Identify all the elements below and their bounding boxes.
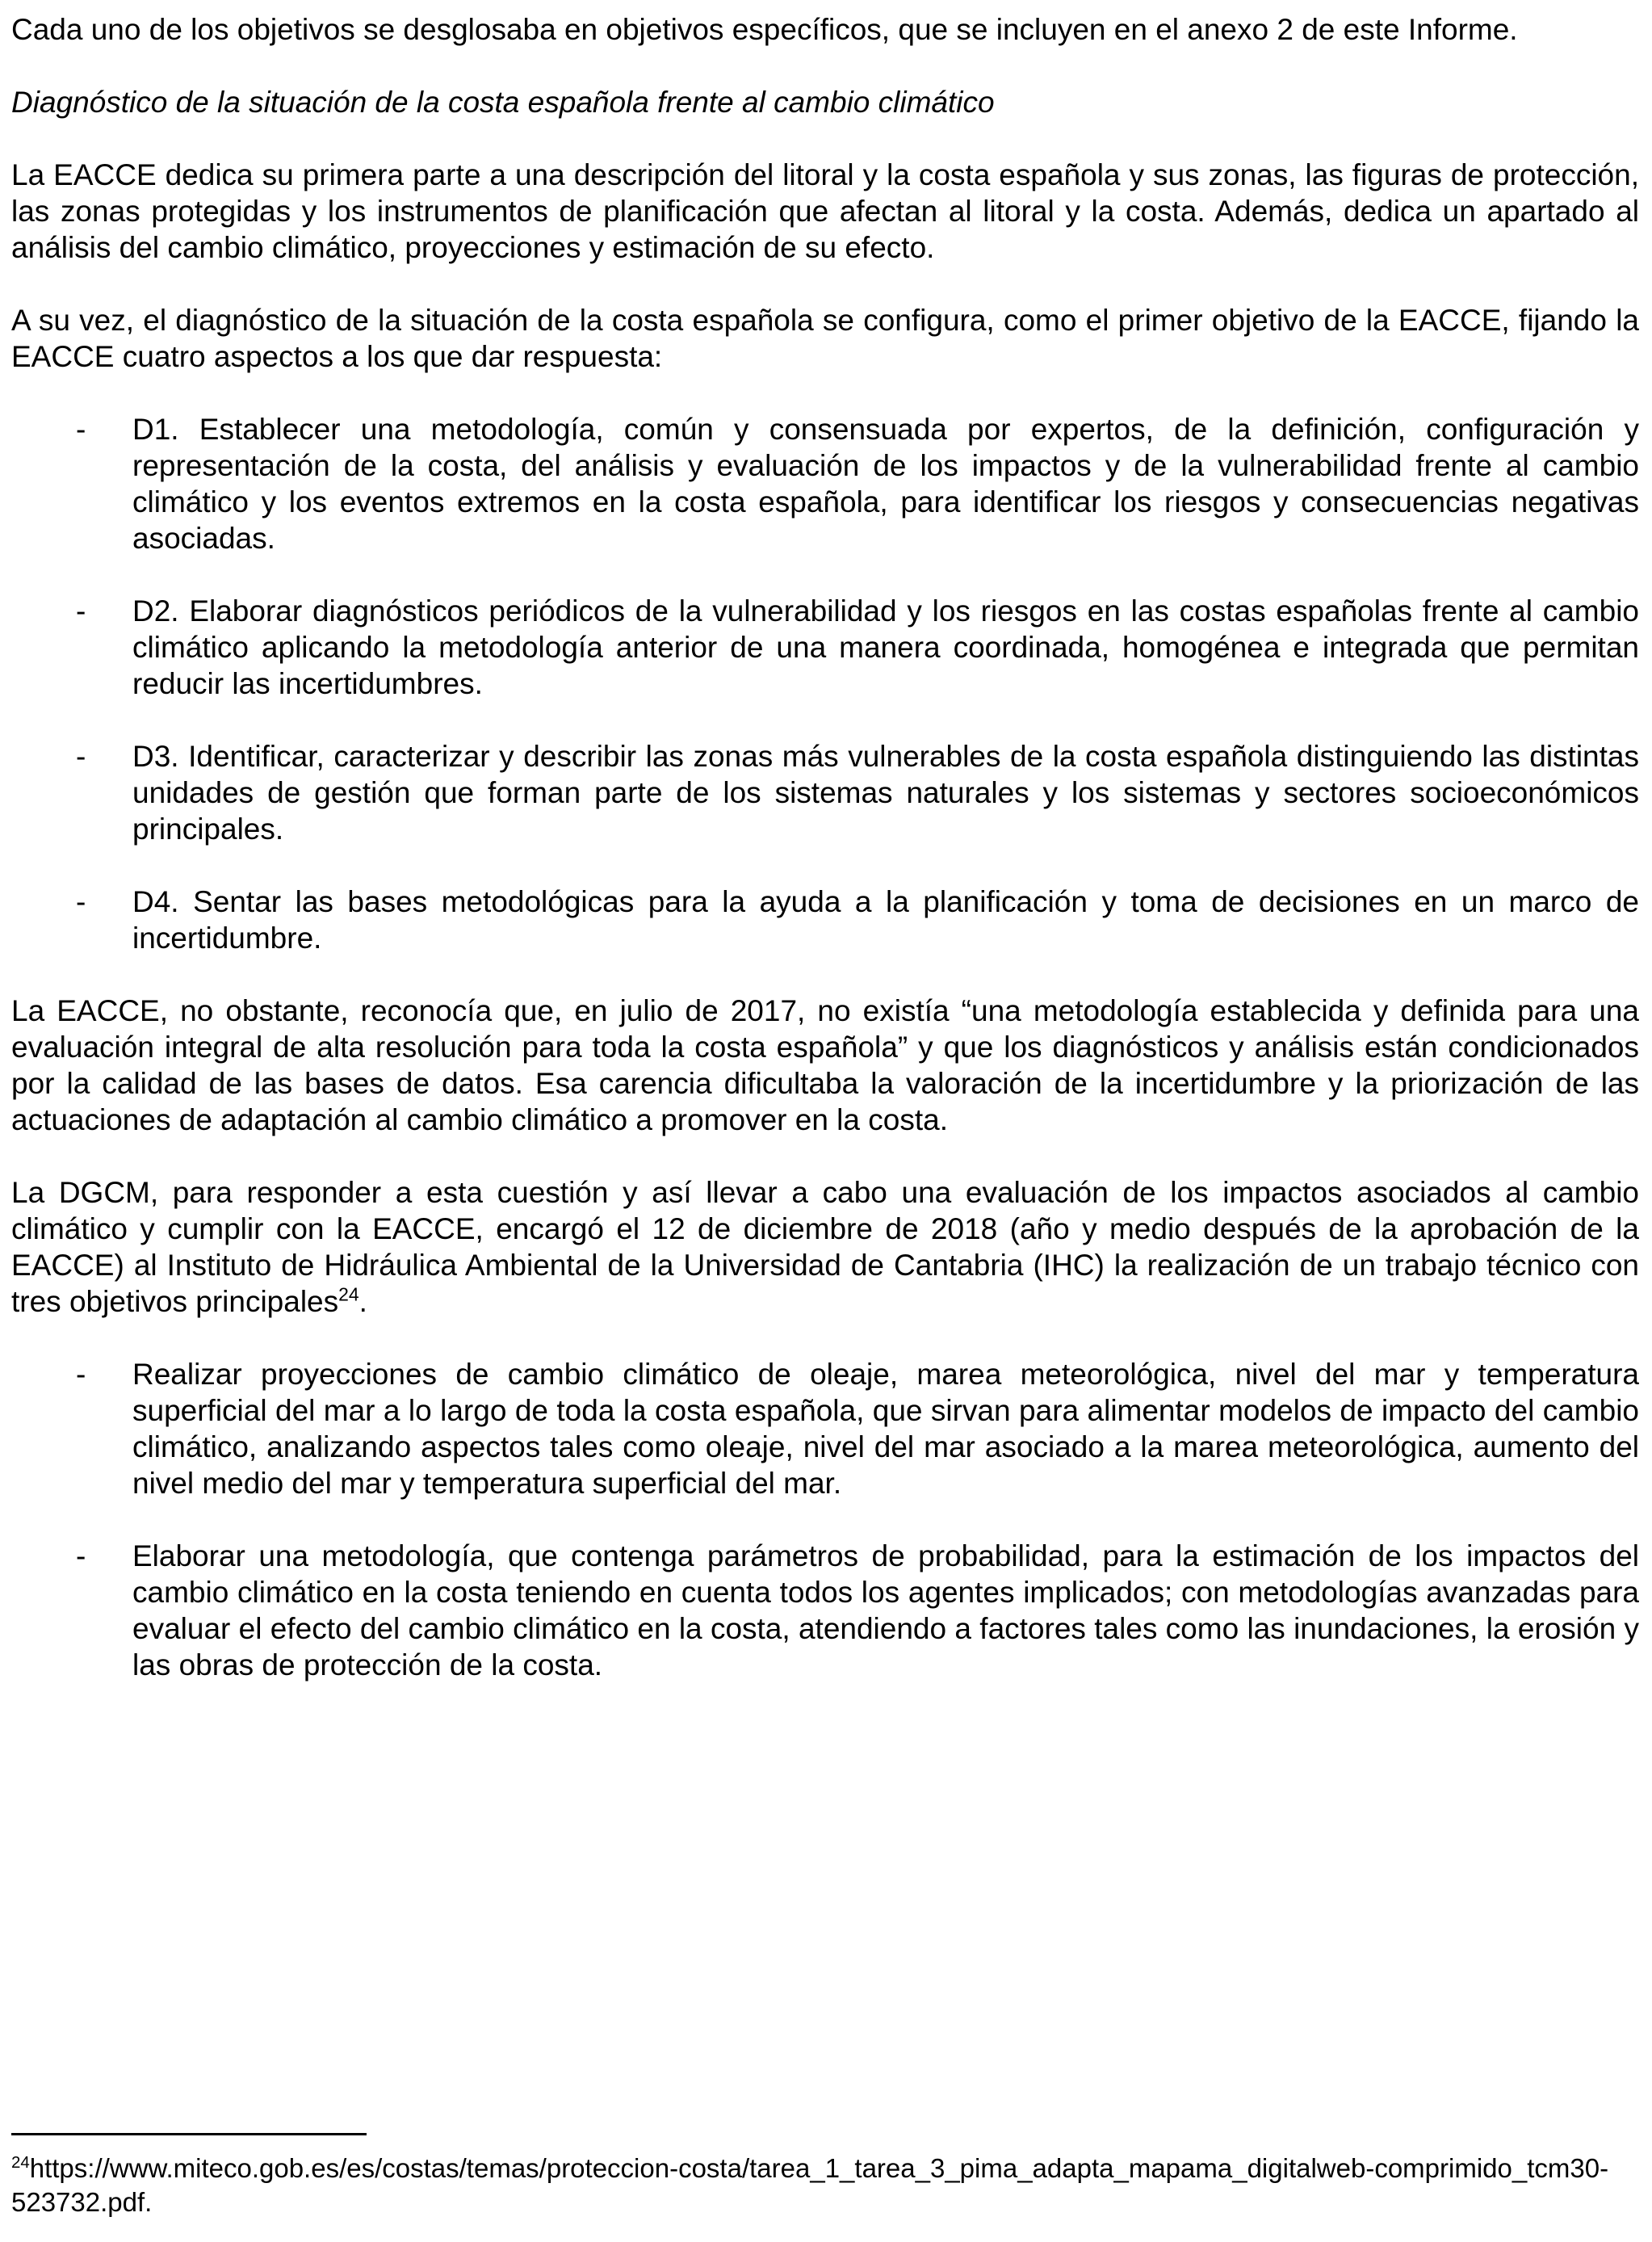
paragraph-no-obstante: La EACCE, no obstante, reconocía que, en julio de 2017, no existía “una metodología establecida y definida para una evaluación integral de alta resolución para toda la costa española” y que los diagnósticos y análisis están condicionados por la calidad de las bases de datos. Esa carencia dificultaba la valoración de la incertidumbre y la priorización de las actuaciones de adaptación al cambio climático a promover en la costa. bbox=[11, 994, 1639, 1136]
list-item-d3: - D3. Identificar, caracterizar y describir las zonas más vulnerables de la costa española distinguiendo las distintas unidades de gestión que forman parte de los sistemas naturales y los sistemas y sectores socioeconómicos principales. bbox=[11, 738, 1639, 847]
footnote-area bbox=[11, 2133, 1639, 2219]
d-objectives-list bbox=[11, 411, 1639, 956]
section-heading-diagnostico: Diagnóstico de la situación de la costa española frente al cambio climático bbox=[11, 86, 995, 119]
list-item-d1: - D1. Establecer una metodología, común y consensuada por expertos, de la definición, configuración y representación de la costa, del análisis y evaluación de los impactos y de la vulnerabilidad frente al cambio climático y los eventos extremos en la costa española, para identificar los riesgos y consecuencias negativas asociadas. bbox=[11, 411, 1639, 556]
footnote-24 bbox=[11, 2152, 1639, 2219]
list-item-proyecciones: - Realizar proyecciones de cambio climático de oleaje, marea meteorológica, nivel del mar y temperatura superficial del mar a lo largo de toda la costa española, que sirvan para alimentar modelos de impacto del cambio climático, analizando aspectos tales como oleaje, nivel del mar asociado a la marea meteorológica, aumento del nivel medio del mar y temperatura superficial del mar. bbox=[11, 1356, 1639, 1501]
paragraph-dgcm bbox=[11, 1174, 1639, 1320]
paragraph-dgcm-text: La DGCM, para responder a esta cuestión y así llevar a cabo una evaluación de los impactos asociados al cambio climático y cumplir con la EACCE, encargó el 12 de diciembre de 2018 (año y medio después de la aprobación de la EACCE) al Instituto de Hidráulica Ambiental de la Universidad de Cantabria (IHC) la realización de un trabajo técnico con tres objetivos principales bbox=[11, 1176, 1639, 1318]
paragraph-dgcm-period: . bbox=[358, 1285, 367, 1318]
ihc-objectives-list bbox=[11, 1356, 1639, 1683]
footnote-separator bbox=[11, 2133, 367, 2135]
footnote-24-url: https://www.miteco.gob.es/es/costas/temas/proteccion-costa/tarea_1_tarea_3_pima_adapta_mapama_digitalweb-comprimido_tcm30-523732.pdf. bbox=[11, 2153, 1609, 2217]
list-item-metodologia: - Elaborar una metodología, que contenga parámetros de probabilidad, para la estimación de los impactos del cambio climático en la costa teniendo en cuenta todos los agentes implicados; con metodologías avanzadas para evaluar el efecto del cambio climático en la costa, atendiendo a factores tales como las inundaciones, la erosión y las obras de protección de la costa. bbox=[11, 1538, 1639, 1683]
paragraph-eacce-descripcion: La EACCE dedica su primera parte a una descripción del litoral y la costa española y sus zonas, las figuras de protección, las zonas protegidas y los instrumentos de planificación que afectan al litoral y la costa. Además, dedica un apartado al análisis del cambio climático, proyecciones y estimación de su efecto. bbox=[11, 158, 1639, 264]
list-item-d4: - D4. Sentar las bases metodológicas para la ayuda a la planificación y toma de decisiones en un marco de incertidumbre. bbox=[11, 884, 1639, 956]
footnote-24-marker: 24 bbox=[11, 2153, 30, 2172]
paragraph-intro: Cada uno de los objetivos se desglosaba en objetivos específicos, que se incluyen en el anexo 2 de este Informe. bbox=[11, 13, 1518, 46]
list-item-d2: - D2. Elaborar diagnósticos periódicos de la vulnerabilidad y los riesgos en las costas españolas frente al cambio climático aplicando la metodología anterior de una manera coordinada, homogénea e integrada que permitan reducir las incertidumbres. bbox=[11, 593, 1639, 702]
footnote-reference-24: 24 bbox=[338, 1283, 359, 1305]
paragraph-diagnostico-aspectos: A su vez, el diagnóstico de la situación de la costa española se configura, como el primer objetivo de la EACCE, fijando la EACCE cuatro aspectos a los que dar respuesta: bbox=[11, 304, 1639, 373]
